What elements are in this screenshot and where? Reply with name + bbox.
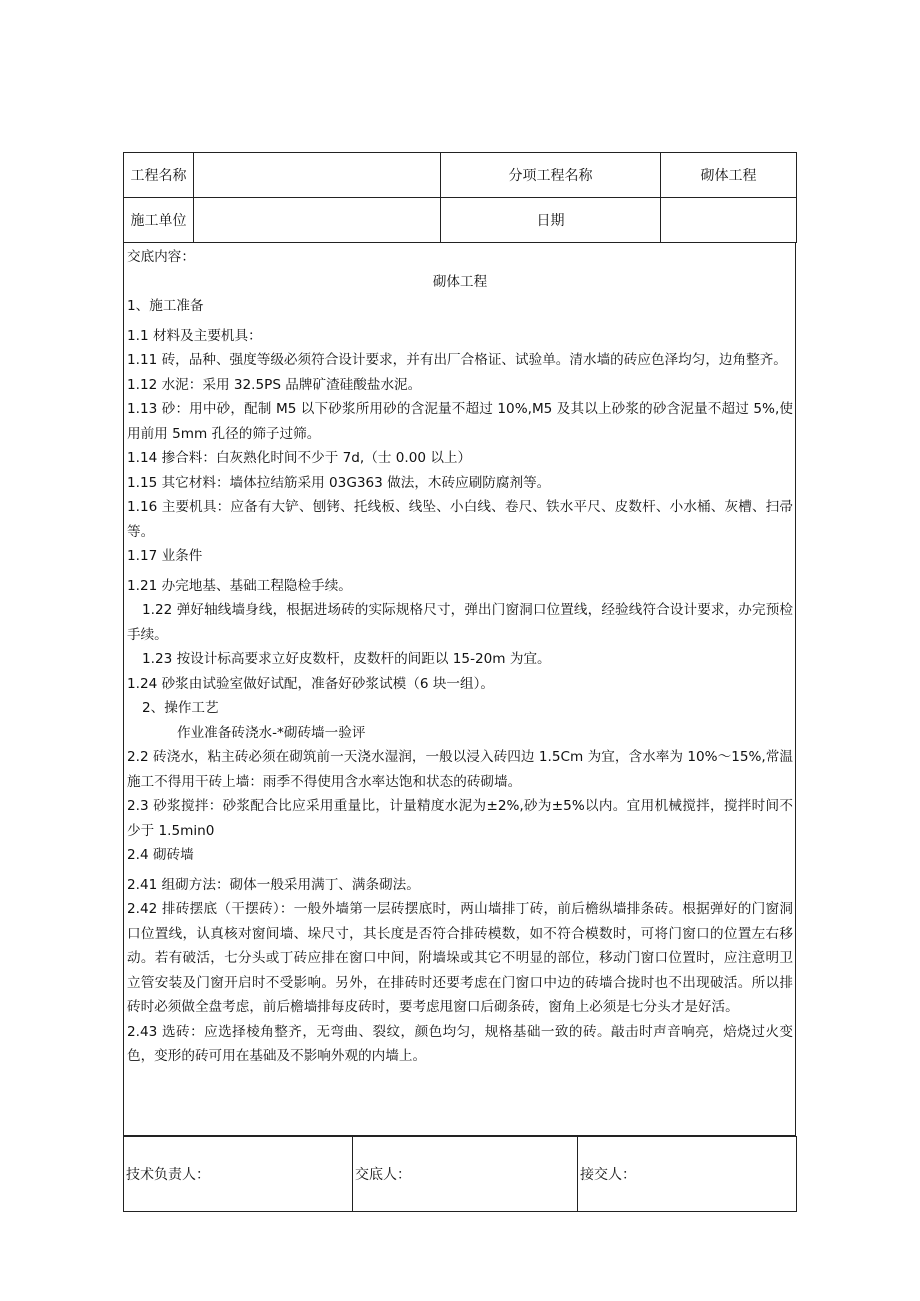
item-2-4: 2.4 砌砖墙 [127,847,194,863]
item-1-1: 1.1 材料及主要机具： [127,327,262,344]
signature-row [124,1137,797,1212]
briefer-signature: 交底人： [353,1137,578,1212]
item-1-21: 1.21 办完地基、基础工程隐检手续。 [127,577,352,594]
item-2-2: 2.2 砖浇水，粘主砖必须在砌筑前一天浇水湿润，一般以浸入砖四边 1.5Cm 为宜，含水率为 10%～15%,常温施工不得用干砖上墙：雨季不得使用含水率达饱和状态的砖砌墙。 [127,749,793,790]
process-flow: 作业准备砖浇水-*砌砖墙一验评 [177,724,366,741]
item-2-42: 2.42 排砖摆底（干摆砖）：一般外墙第一层砖摆底时，两山墙排丁砖，前后檐纵墙排条砖。根据弹好的门窗洞口位置线，认真核对窗间墙、垛尺寸，其长度是否符合排砖模数，如不符合模数时，可将门窗口的位置左右移动。若有破活，七分头或丁砖应排在窗口中间，附墙垛或其它不明显的部位，移动门窗口位置时，应注意明卫立管安装及门窗开启时不受影响。另外，在排砖时还要考虑在门窗口中边的砖墙合拢时也不出现破活。所以排砖时必须做全盘考虑，前后檐墙排每皮砖时，要考虑甩窗口后砌条砖，窗角上必须是七分头才是好活。 [127,901,793,1015]
item-2-41: 2.41 组砌方法：砌体一般采用满丁、满条砌法。 [127,876,420,893]
item-1-17: 1.17 业条件 [127,548,203,564]
intro-label: 交底内容： [127,249,195,265]
project-name-value [194,153,441,198]
item-1-23: 1.23 按设计标高要求立好皮数杆，皮数杆的间距以 15-20m 为宜。 [142,651,551,667]
disclosure-content [123,243,796,1136]
content-title: 砌体工程 [432,273,488,290]
project-name-label: 工程名称 [124,153,194,198]
header-row-contractor [124,198,797,243]
disclosure-form [123,152,796,1212]
item-1-11: 1.11 砖，品种、强度等级必须符合设计要求，并有出厂合格证、试验单。清水墙的砖应色泽均匀，边角整齐。 [127,352,787,368]
section-2-heading: 2、操作工艺 [142,700,219,716]
contractor-label: 施工单位 [124,198,194,243]
item-1-22: 1.22 弹好轴线墙身线，根据进场砖的实际规格尺寸，弹出门窗洞口位置线，经验线符合设计要求，办完预检手续。 [127,602,793,643]
item-1-13: 1.13 砂：用中砂，配制 M5 以下砂浆所用砂的含泥量不超过 10%,M5 及其以上砂浆的砂含泥量不超过 5%,使用前用 5mm 孔径的筛子过筛。 [127,401,793,442]
contractor-value [194,198,441,243]
item-2-43: 2.43 选砖：应选择棱角整齐，无弯曲、裂纹，颜色均匀，规格基础一致的砖。敲击时声音响亮，焙烧过火变色，变形的砖可用在基础及不影响外观的内墙上。 [127,1023,793,1064]
item-1-12: 1.12 水泥：采用 32.5PS 品牌矿渣硅酸盐水泥。 [127,376,422,393]
date-value [661,198,797,243]
tech-lead-signature: 技术负责人： [124,1137,353,1212]
section-1-heading: 1、施工准备 [127,298,204,314]
receiver-signature: 接交人： [578,1137,797,1212]
item-2-3: 2.3 砂浆搅拌：砂浆配合比应采用重量比，计量精度水泥为±2%,砂为±5%以内。宜用机械搅拌，搅拌时间不少于 1.5min0 [127,798,793,839]
signature-table [123,1136,797,1212]
item-1-16: 1.16 主要机具：应备有大铲、刨铐、托线板、线坠、小白线、卷尺、铁水平尺、皮数杆、小水桶、灰槽、扫帚等。 [127,499,793,540]
header-table [123,152,797,243]
sub-project-label: 分项工程名称 [441,153,661,198]
item-1-24: 1.24 砂浆由试验室做好试配，准备好砂浆试模（6 块一组）。 [127,675,495,692]
item-1-14: 1.14 掺合料：白灰熟化时间不少于 7d,（士 0.00 以上） [127,450,472,466]
item-1-15: 1.15 其它材料：墙体拉结筋采用 03G363 做法，木砖应刷防腐剂等。 [127,474,551,491]
date-label: 日期 [441,198,661,243]
sub-project-value: 砌体工程 [661,153,797,198]
header-row-project [124,153,797,198]
